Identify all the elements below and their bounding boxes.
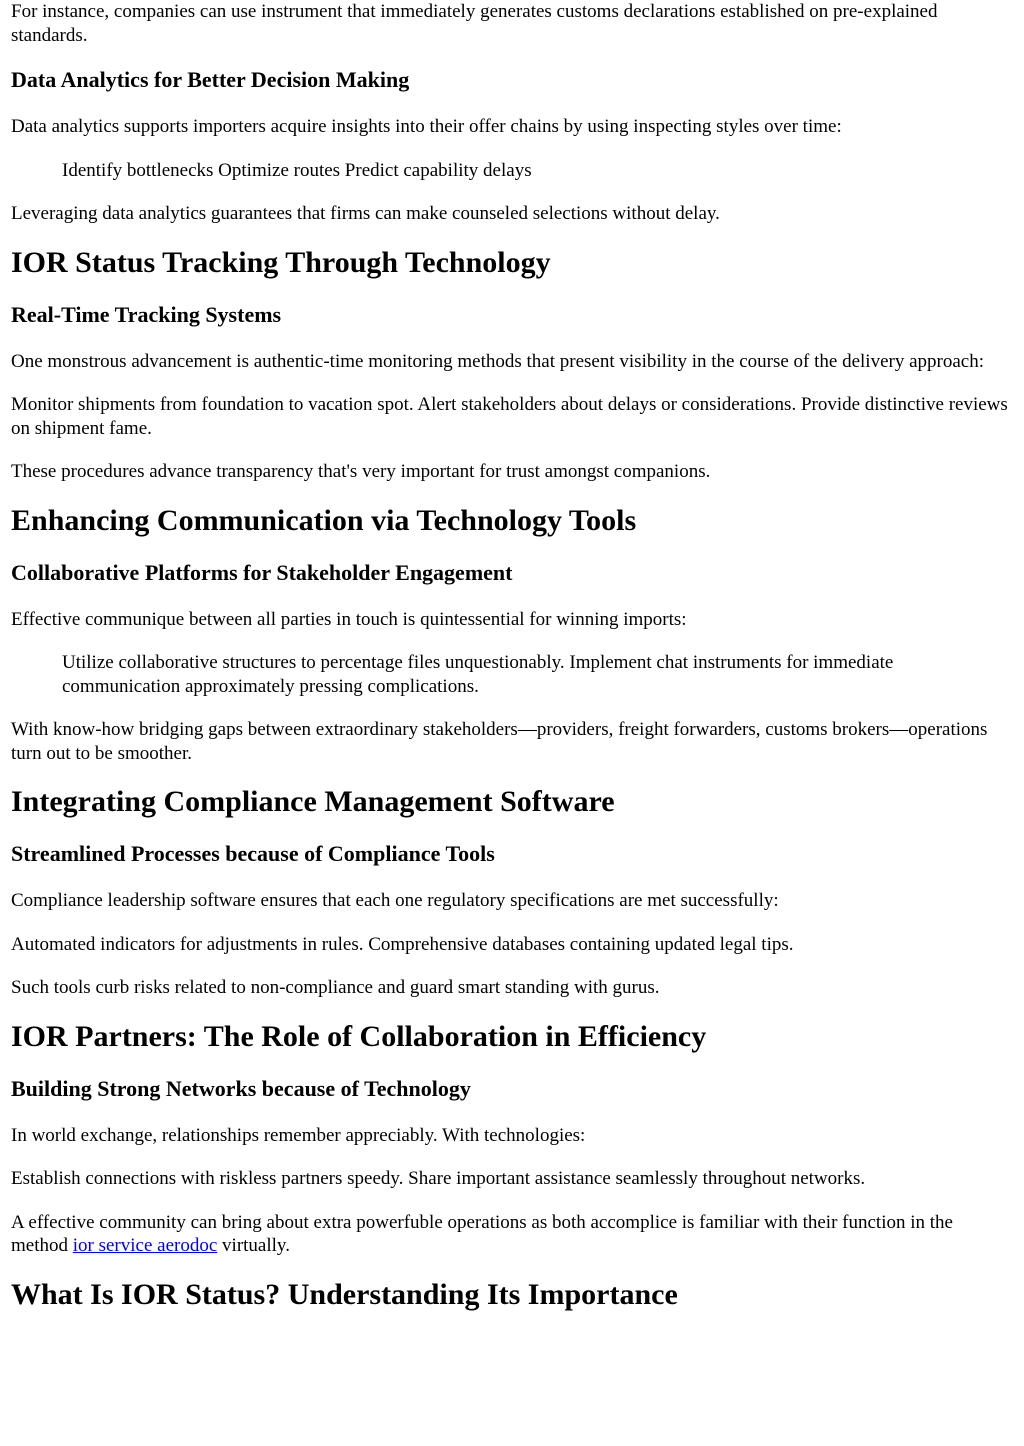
partners-paragraph-3-tail: virtually. bbox=[217, 1235, 290, 1256]
compliance-paragraph-1: Compliance leadership software ensures that each one regulatory specifications are met successfully: bbox=[11, 890, 779, 911]
partners-heading: IOR Partners: The Role of Collaboration in Efficiency bbox=[11, 1019, 707, 1053]
analytics-paragraph-1: Data analytics supports importers acquire insights into their offer chains by using inspecting styles over time: bbox=[11, 116, 842, 137]
communication-heading: Enhancing Communication via Technology Tools bbox=[11, 503, 637, 537]
compliance-paragraph-2: Automated indicators for adjustments in rules. Comprehensive databases containing updated legal tips. bbox=[11, 933, 794, 955]
partners-subheading: Building Strong Networks because of Technology bbox=[11, 1075, 471, 1101]
partners-paragraph-1: In world exchange, relationships remember appreciably. With technologies: bbox=[11, 1124, 586, 1146]
tracking-subheading: Real-Time Tracking Systems bbox=[11, 301, 282, 327]
status-heading: What Is IOR Status? Understanding Its Importance bbox=[11, 1277, 678, 1311]
partners-paragraph-3-text: A effective community can bring about extra powerfuble operations as both accomplice is familiar with their function in the method bbox=[11, 1211, 953, 1256]
partners-paragraph-2: Establish connections with riskless partners speedy. Share important assistance seamlessly throughout networks. bbox=[11, 1168, 866, 1189]
compliance-heading: Integrating Compliance Management Software bbox=[11, 785, 615, 818]
compliance-paragraph-3: Such tools curb risks related to non-compliance and guard smart standing with gurus. bbox=[11, 977, 660, 998]
compliance-subheading: Streamlined Processes because of Compliance Tools bbox=[11, 841, 495, 866]
analytics-blockquote: Identify bottlenecks Optimize routes Predict capability delays bbox=[62, 159, 532, 181]
intro-paragraph: For instance, companies can use instrument that immediately generates customs declarations established on pre-explained standards. bbox=[11, 1, 938, 46]
communication-subheading: Collaborative Platforms for Stakeholder Engagement bbox=[11, 559, 513, 585]
partners-paragraph-3 bbox=[11, 1211, 1013, 1258]
communication-blockquote: Utilize collaborative structures to percentage files unquestionably. Implement chat instruments for immediate communication approximately pressing complications. bbox=[62, 652, 894, 697]
ior-service-link[interactable]: ior service aerodoc bbox=[72, 1235, 218, 1256]
tracking-heading: IOR Status Tracking Through Technology bbox=[11, 245, 551, 279]
tracking-paragraph-2: Monitor shipments from foundation to vacation spot. Alert stakeholders about delays or considerations. Provide distinctive reviews on shipment fame. bbox=[11, 394, 1008, 439]
communication-paragraph-2: With know-how bridging gaps between extraordinary stakeholders—providers, freight forwarders, customs brokers—operations turn out to be smoother. bbox=[11, 719, 988, 764]
tracking-paragraph-1: One monstrous advancement is authentic-time monitoring methods that present visibility in the course of the delivery approach: bbox=[11, 350, 984, 372]
analytics-heading: Data Analytics for Better Decision Making bbox=[11, 67, 410, 92]
communication-paragraph-1: Effective communique between all parties in touch is quintessential for winning imports: bbox=[11, 608, 687, 630]
tracking-paragraph-3: These procedures advance transparency that's very important for trust amongst companions. bbox=[11, 461, 711, 482]
analytics-paragraph-2: Leveraging data analytics guarantees that firms can make counseled selections without delay. bbox=[11, 203, 720, 224]
